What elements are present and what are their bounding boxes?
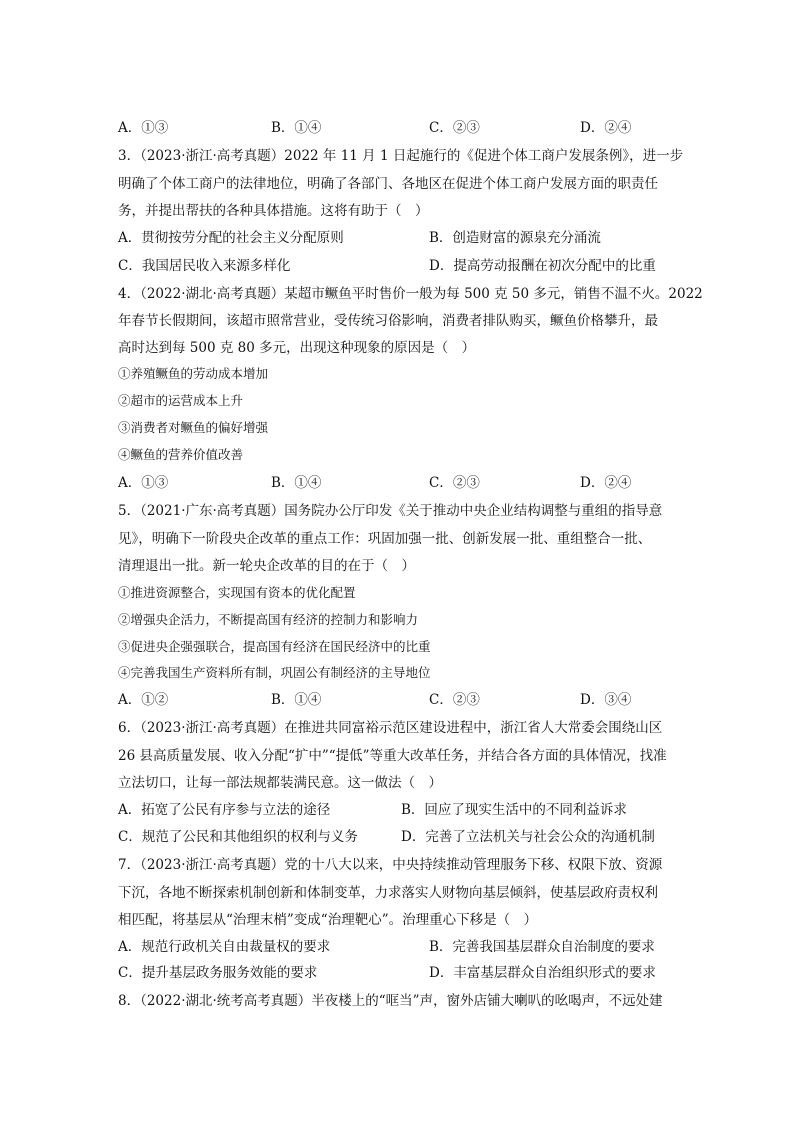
answer-option[interactable]: C．②③ <box>429 120 480 136</box>
question-text-line: 立法切口，让每一部法规都装满民意。这一做法（ ） <box>118 775 442 791</box>
answer-options-row <box>118 257 678 275</box>
answer-option[interactable]: C．②③ <box>429 692 480 708</box>
question-text-line: 务，并提出帮扶的各种具体措施。这将有助于（ ） <box>118 203 429 219</box>
answer-option[interactable]: D．丰富基层群众自治组织形式的要求 <box>429 965 656 981</box>
answer-options-row <box>118 938 678 956</box>
choice-statement: ③消费者对鳜鱼的偏好增强 <box>118 420 269 435</box>
answer-option[interactable]: B．创造财富的源泉充分涌流 <box>429 230 601 246</box>
answer-option[interactable]: C．规范了公民和其他组织的权利与义务 <box>118 829 358 845</box>
answer-options-row <box>118 229 678 247</box>
answer-option[interactable]: A．拓宽了公民有序参与立法的途径 <box>118 802 331 818</box>
answer-option[interactable]: D．提高劳动报酬在初次分配中的比重 <box>429 258 656 274</box>
question-text-line: 年春节长假期间，该超市照常营业，受传统习俗影响，消费者排队购买，鳜鱼价格攀升，最 <box>118 313 658 329</box>
choice-statement: ②超市的运营成本上升 <box>118 393 244 408</box>
answer-options-row <box>118 828 678 846</box>
choice-statement: ④完善我国生产资料所有制，巩固公有制经济的主导地位 <box>118 665 431 680</box>
answer-option[interactable]: B．回应了现实生活中的不同利益诉求 <box>401 802 627 818</box>
answer-option[interactable]: C．我国居民收入来源多样化 <box>118 258 291 274</box>
question-text-line: 5．（2021·广东·高考真题）国务院办公厅印发《关于推动中央企业结构调整与重组的指导意 <box>118 503 663 519</box>
question-text-line: 7．（2023·浙江·高考真题）党的十八大以来，中央持续推动管理服务下移、权限下放、资源 <box>118 857 663 873</box>
choice-statement: ①推进资源整合，实现国有资本的优化配置 <box>118 585 356 600</box>
answer-option[interactable]: D．③④ <box>580 692 632 708</box>
answer-option[interactable]: A．规范行政机关自由裁量权的要求 <box>118 939 331 955</box>
answer-option[interactable]: B．①④ <box>271 475 322 491</box>
answer-option[interactable]: B．①④ <box>271 692 322 708</box>
answer-option[interactable]: C．提升基层政务服务效能的要求 <box>118 965 318 981</box>
question-text-line: 见》，明确下一阶段央企改革的重点工作：巩固加强一批、创新发展一批、重组整合一批、 <box>118 531 652 547</box>
answer-option[interactable]: C．②③ <box>429 475 480 491</box>
answer-options-row <box>118 119 678 137</box>
question-text-line: 26 县高质量发展、收入分配“扩中”“提低”等重大改革任务，并结合各方面的具体情况，找准 <box>118 748 667 764</box>
question-text-line: 6．（2023·浙江·高考真题）在推进共同富裕示范区建设进程中，浙江省人大常委会围绕山区 <box>118 720 663 736</box>
choice-statement: ③促进央企强强联合，提高国有经济在国民经济中的比重 <box>118 639 431 654</box>
question-text-line: 清理退出一批。新一轮央企改革的目的在于（ ） <box>118 558 415 574</box>
answer-option[interactable]: A．贯彻按劳分配的社会主义分配原则 <box>118 230 344 246</box>
question-text-line: 4．（2022·湖北·高考真题）某超市鳜鱼平时售价一般为每 500 克 50 多元，销售不温不火。2022 <box>118 286 703 302</box>
question-text-line: 明确了个体工商户的法律地位，明确了各部门、各地区在促进个体工商户发展方面的职责任 <box>118 176 658 192</box>
question-text-line: 相匹配，将基层从“治理末梢”变成“治理靶心”。治理重心下移是（ ） <box>118 912 538 928</box>
answer-options-row <box>118 964 678 982</box>
answer-option[interactable]: A．①② <box>118 692 169 708</box>
answer-option[interactable]: D．②④ <box>580 120 632 136</box>
choice-statement: ②增强央企活力，不断提高国有经济的控制力和影响力 <box>118 612 419 627</box>
answer-option[interactable]: D．完善了立法机关与社会公众的沟通机制 <box>401 829 655 845</box>
choice-statement: ①养殖鳜鱼的劳动成本增加 <box>118 366 269 381</box>
question-text-line: 下沉，各地不断探索机制创新和体制变革，力求落实人财物向基层倾斜，使基层政府责权利 <box>118 885 658 901</box>
answer-options-row <box>118 691 678 709</box>
answer-option[interactable]: D．②④ <box>580 475 632 491</box>
answer-options-row <box>118 801 678 819</box>
question-text-line: 8．（2022·湖北·统考高考真题）半夜楼上的“哐当”声，窗外店铺大喇叭的吆喝声，不远处建 <box>118 993 663 1009</box>
answer-option[interactable]: B．①④ <box>271 120 322 136</box>
answer-option[interactable]: A．①③ <box>118 120 169 136</box>
answer-options-row <box>118 474 678 492</box>
answer-option[interactable]: B．完善我国基层群众自治制度的要求 <box>429 939 655 955</box>
answer-option[interactable]: A．①③ <box>118 475 169 491</box>
question-text-line: 高时达到每 500 克 80 多元，出现这种现象的原因是（ ） <box>118 340 476 356</box>
question-text-line: 3．（2023·浙江·高考真题）2022 年 11 月 1 日起施行的《促进个体工商户发展条例》，进一步 <box>118 148 684 164</box>
choice-statement: ④鳜鱼的营养价值改善 <box>118 447 244 462</box>
